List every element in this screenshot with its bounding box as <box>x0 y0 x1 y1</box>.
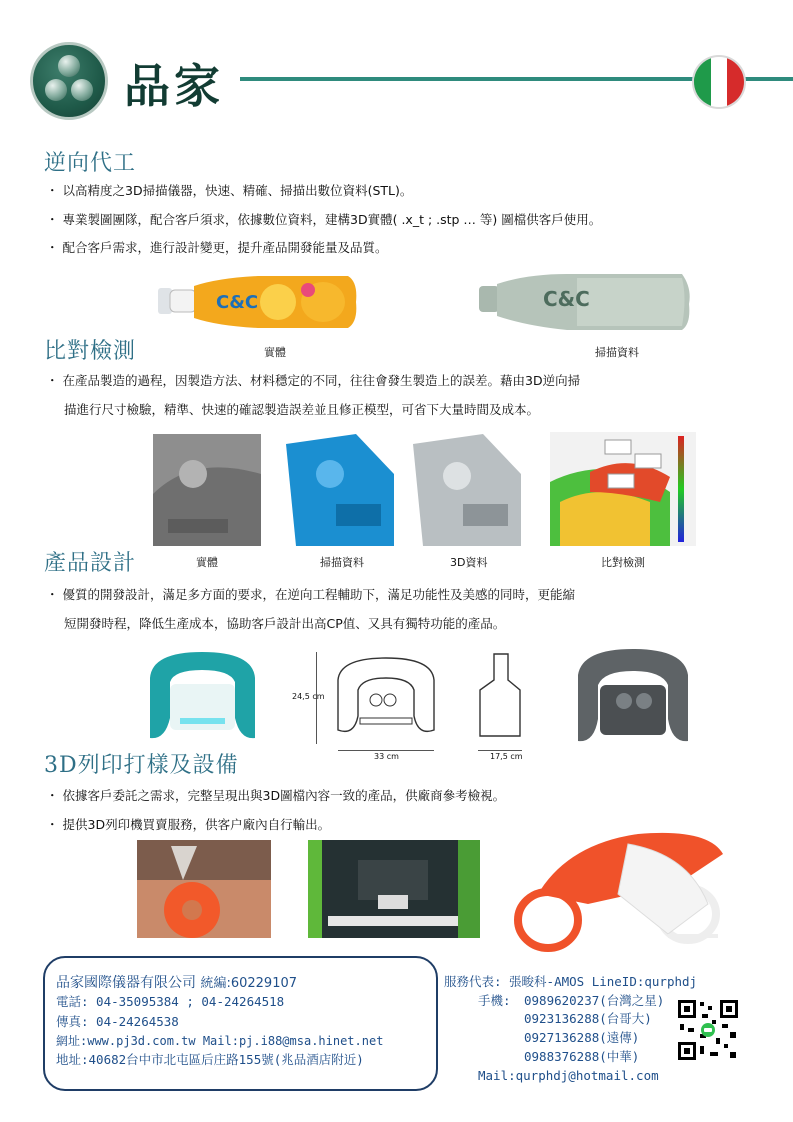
bullet-line: ・ 依據客戶委託之需求，完整呈現出與3D圖檔內容一致的產品，供廠商參考檢視。 <box>46 788 506 803</box>
bullet-line: 描進行尺寸檢驗，精準、快速的確認製造誤差並且修正模型，可省下大量時間及成本。 <box>64 402 540 417</box>
bullet-line: ・ 在產品製造的過程，因製造方法、材料穩定的不同，往往會發生製造上的誤差。藉由3D逆向掃 <box>46 373 581 388</box>
teal-controller-image <box>140 648 265 744</box>
header-divider <box>744 77 793 81</box>
bottle-scan-image <box>477 268 692 334</box>
line-qr-code-icon <box>676 998 740 1062</box>
comparison-heatmap-image <box>550 432 696 546</box>
printing-gear-image <box>137 840 271 938</box>
section-title-design: 產品設計 <box>44 551 137 576</box>
bullet-line: ・ 配合客戶需求，進行設計變更，提升產品開發能量及品質。 <box>46 240 388 255</box>
dimension-label: 24,5 cm <box>292 692 325 701</box>
caption: 掃描資料 <box>595 346 639 359</box>
part-scan-image <box>286 434 394 546</box>
caption: 3D資料 <box>450 556 488 569</box>
logo-ball-icon <box>58 55 80 77</box>
bottle-real-image <box>158 272 358 332</box>
logo <box>30 42 108 120</box>
motorcycle-print-image <box>508 824 738 952</box>
dimension-label: 17,5 cm <box>490 752 523 761</box>
logo-ball-icon <box>71 79 93 101</box>
italy-flag-icon <box>692 55 746 109</box>
caption: 比對檢測 <box>601 556 645 569</box>
service-mail[interactable]: Mail:qurphdj@hotmail.com <box>478 1068 659 1083</box>
bullet-line: ・ 提供3D列印機買賣服務，供客户廠內自行輸出。 <box>46 817 331 832</box>
bullet-line: ・ 優質的開發設計，滿足多方面的要求，在逆向工程輔助下，滿足功能性及美感的同時，更能縮 <box>46 587 576 602</box>
company-fax: 傳真: 04-24264538 <box>56 1014 179 1029</box>
mobile-number: 0988376288(中華) <box>524 1049 640 1064</box>
bullet-line: ・ 以高精度之3D掃描儀器，快速、精確、掃描出數位資料(STL)。 <box>46 183 413 198</box>
service-rep: 服務代表: 張畯科-AMOS LineID:qurphdj <box>444 974 698 989</box>
mobile-label: 手機: <box>478 993 511 1008</box>
section-title-reverse: 逆向代工 <box>44 151 137 176</box>
bullet-line: ・ 專業製圖團隊，配合客戶須求，依據數位資料，建構3D實體( .x_t ; .stp … 等) 圖檔供客戶使用。 <box>46 212 602 227</box>
mobile-number: 0923136288(台哥大) <box>524 1011 652 1026</box>
caption: 實體 <box>264 346 286 359</box>
company-web-mail[interactable]: 網址:www.pj3d.com.tw Mail:pj.i88@msa.hinet.net <box>56 1034 384 1048</box>
company-name: 品家國際儀器有限公司 統編:60229107 <box>56 975 298 991</box>
header-divider <box>240 77 700 81</box>
grey-controller-image <box>572 645 694 745</box>
dimension-label: 33 cm <box>374 752 399 761</box>
company-address: 地址:40682台中市北屯區后庄路155號(兆品酒店附近) <box>56 1052 364 1067</box>
part-3d-image <box>413 434 521 546</box>
printer-machine-image <box>308 840 480 938</box>
part-real-image <box>153 434 261 546</box>
mobile-number: 0989620237(台灣之星) <box>524 993 665 1008</box>
svg-text:C&C: C&C <box>543 287 590 311</box>
caption: 掃描資料 <box>320 556 364 569</box>
logo-ball-icon <box>45 79 67 101</box>
caption: 實體 <box>196 556 218 569</box>
svg-text:C&C: C&C <box>216 292 259 313</box>
dimension-drawing-front <box>286 650 461 758</box>
section-title-inspection: 比對檢測 <box>44 339 137 364</box>
dimension-drawing-side <box>470 650 532 758</box>
company-phone: 電話: 04-35095384 ; 04-24264518 <box>56 994 285 1009</box>
brand-title: 品家 <box>124 59 224 113</box>
section-title-printing: 3D列印打樣及設備 <box>44 753 239 778</box>
mobile-number: 0927136288(遠傳) <box>524 1030 640 1045</box>
bullet-line: 短開發時程，降低生產成本，協助客戶設計出高CP值、又具有獨特功能的產品。 <box>64 616 506 631</box>
